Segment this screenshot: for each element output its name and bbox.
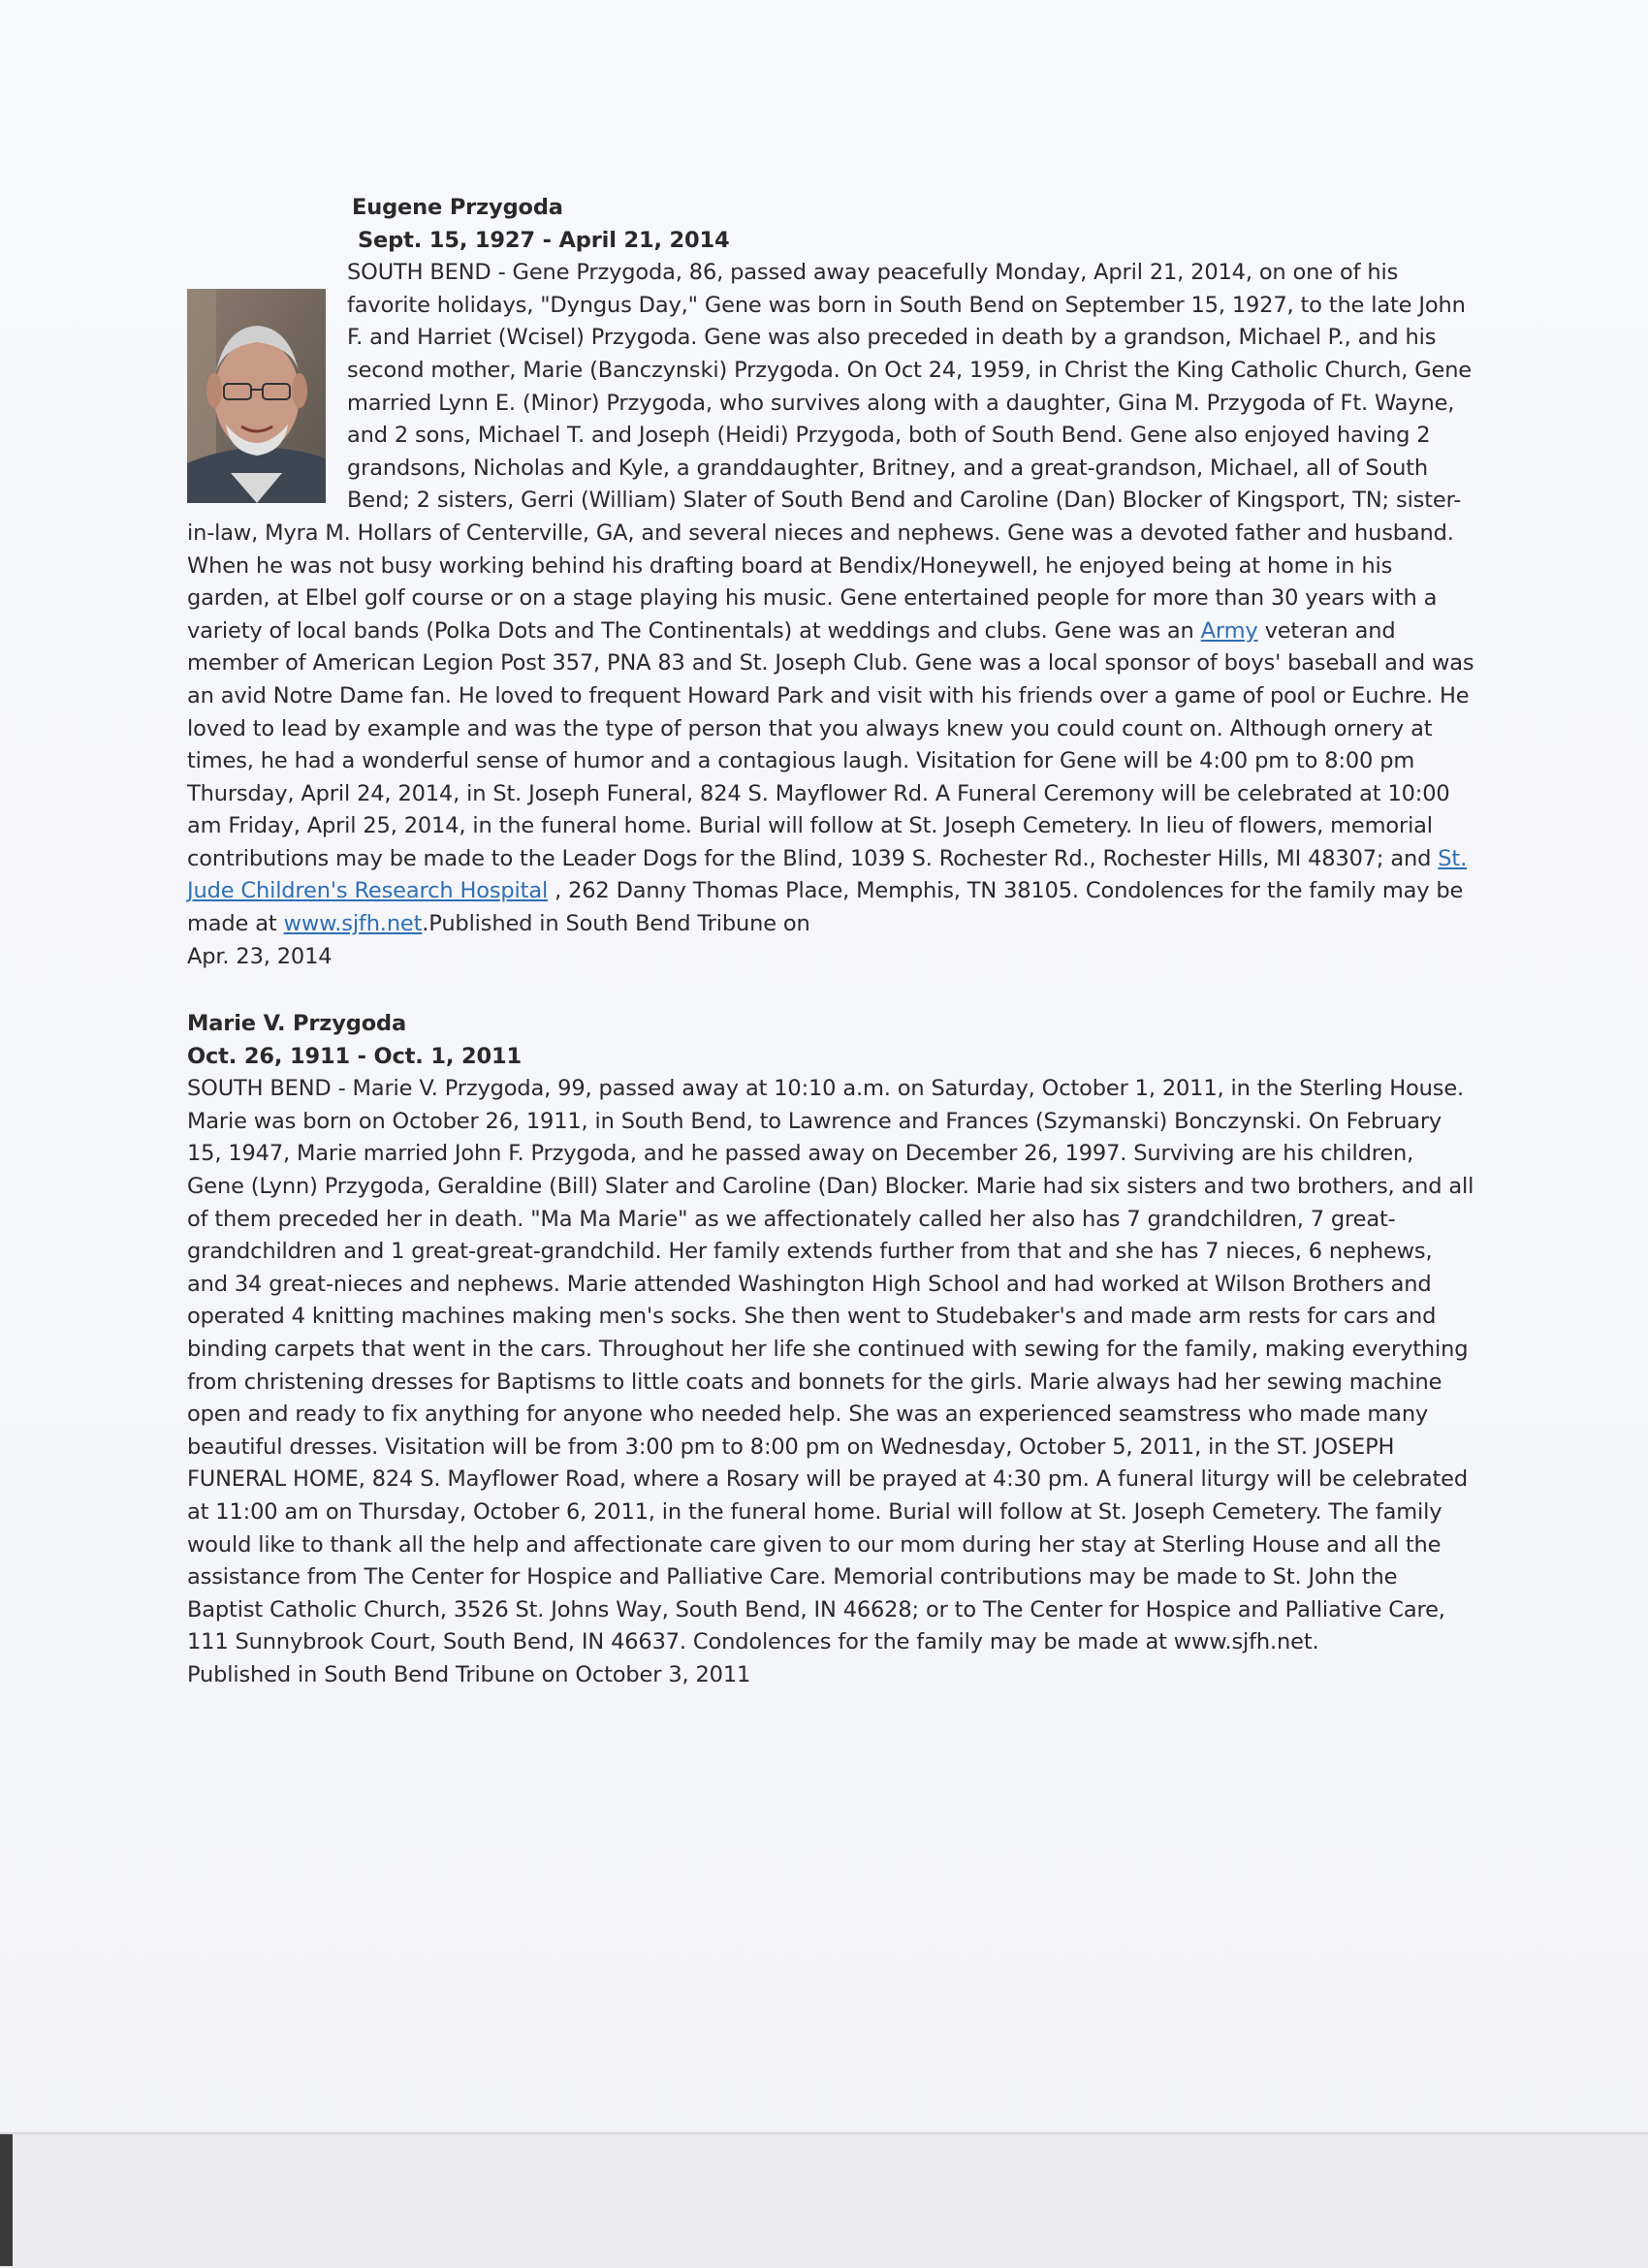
st-jude-link[interactable]: St. Jude Children's Research Hospital — [187, 845, 1468, 904]
obituary-dates: Oct. 26, 1911 - Oct. 1, 2011 — [187, 1043, 522, 1069]
obituary-name: Eugene Przygoda — [352, 195, 563, 220]
obituary-dates: Sept. 15, 1927 - April 21, 2014 — [358, 227, 730, 253]
obituary-text — [187, 257, 1476, 973]
obituary-marie — [187, 1008, 1476, 1691]
obituary-paragraph-4: .Published in South Bend Tribune on — [422, 911, 810, 937]
published-line: Published in South Bend Tribune on October 3, 2011 — [187, 1661, 751, 1687]
portrait-photo-icon — [187, 289, 326, 503]
obituary-eugene — [187, 192, 1476, 973]
scan-edge-shadow — [0, 2134, 13, 2266]
obituary-text: SOUTH BEND - Marie V. Przygoda, 99, passed away at 10:10 a.m. on Saturday, October 1, 2011, in the Sterling House. Marie was born on October 26, 1911, in South Bend, to Lawrence and Frances (Szymanski) Bonczynski. On February 15, 1947, Marie married John F. Przygoda, and he passed away on December 26, 1997. Surviving are his children, Gene (Lynn) Przygoda, Geraldine (Bill) Slater and Caroline (Dan) Blocker. Marie had six sisters and two brothers, and all of them preceded her in death. "Ma Ma Marie" as we affectionately called her also has 7 grandchildren, 7 great-grandchildren and 1 great-great-grandchild. Her family extends further from that and she has 7 nieces, 6 nephews, and 34 great-nieces and nephews. Marie attended Washington High School and had worked at Wilson Brothers and operated 4 knitting machines making men's socks. She then went to Studebaker's and made arm rests for cars and binding carpets that went in the cars. Throughout her life she continued with sewing for the family, making everything from christening dresses for Baptisms to little coats and bonnets for the girls. Marie always had her sewing machine open and ready to fix anything for anyone who needed help. She was an experienced seamstress who made many beautiful dresses. Visitation will be from 3:00 pm to 8:00 pm on Wednesday, October 5, 2011, in the ST. JOSEPH FUNERAL HOME, 824 S. Mayflower Road, where a Rosary will be prayed at 4:30 pm. A funeral liturgy will be celebrated at 11:00 am on Thursday, October 6, 2011, in the funeral home. Burial will follow at St. Joseph Cemetery. The family would like to thank all the help and affectionate care given to our mom during her stay at Sterling House and all the assistance from The Center for Hospice and Palliative Care. Memorial contributions may be made to St. John the Baptist Catholic Church, 3526 St. Johns Way, South Bend, IN 46628; or to The Center for Hospice and Palliative Care, 111 Sunnybrook Court, South Bend, IN 46637. Condolences for the family may be made at www.sjfh.net. — [187, 1076, 1474, 1655]
obituary-name: Marie V. Przygoda — [187, 1011, 407, 1036]
obituary-paragraph-1: SOUTH BEND - Gene Przygoda, 86, passed away peacefully Monday, April 21, 2014, on one of his favorite holidays, "Dyngus Day," Gene was born in South Bend on September 15, 1927, to the late John F. and Harriet (Wcisel) Przygoda. Gene was also preceded in death by a grandson, Michael P., and his second mother, Marie (Banczynski) Przygoda. On Oct 24, 1959, in Christ the King Catholic Church, Gene married Lynn E. (Minor) Przygoda, who survives along with a daughter, Gina M. Przygoda of Ft. Wayne, and 2 sons, Michael T. and Joseph (Heidi) Przygoda, both of South Bend. Gene also enjoyed having 2 grandsons, Nicholas and Kyle, a granddaughter, Britney, and a great-grandson, Michael, all of South Bend; 2 sisters, Gerri (William) Slater of South Bend and Caroline (Dan) Blocker of Kingsport, TN; sister-in-law, Myra M. Hollars of Centerville, GA, and several nieces and nephews. Gene was a devoted father and husband. When he was not busy working behind his drafting board at Bendix/Honeywell, he enjoyed being at home in his garden, at Elbel golf course or on a stage playing his music. Gene entertained people for more than 30 years with a variety of local bands (Polka Dots and The Continentals) at weddings and clubs. Gene was an — [187, 260, 1472, 644]
obituary-paragraph-3: , 262 Danny Thomas Place, Memphis, TN 38105. Condolences for the family may be made at — [187, 878, 1464, 937]
published-date: Apr. 23, 2014 — [187, 943, 333, 969]
obituary-paragraph-2: veteran and member of American Legion Post 357, PNA 83 and St. Joseph Club. Gene was a local sponsor of boys' baseball and was an avid Notre Dame fan. He loved to frequent Howard Park and visit with his friends over a game of pool or Euchre. He loved to lead by example and was the type of person that you always knew you could count on. Although ornery at times, he had a wonderful sense of humor and a contagious laugh. Visitation for Gene will be 4:00 pm to 8:00 pm Thursday, April 24, 2014, in St. Joseph Funeral, 824 S. Mayflower Rd. A Funeral Ceremony will be celebrated at 10:00 am Friday, April 25, 2014, in the funeral home. Burial will follow at St. Joseph Cemetery. In lieu of flowers, memorial contributions may be made to the Leader Dogs for the Blind, 1039 S. Rochester Rd., Rochester Hills, MI 48307; and — [187, 617, 1474, 871]
scan-border — [0, 2132, 1648, 2268]
army-link[interactable]: Army — [1200, 617, 1258, 644]
sjfh-website-link[interactable]: www.sjfh.net — [283, 911, 423, 937]
